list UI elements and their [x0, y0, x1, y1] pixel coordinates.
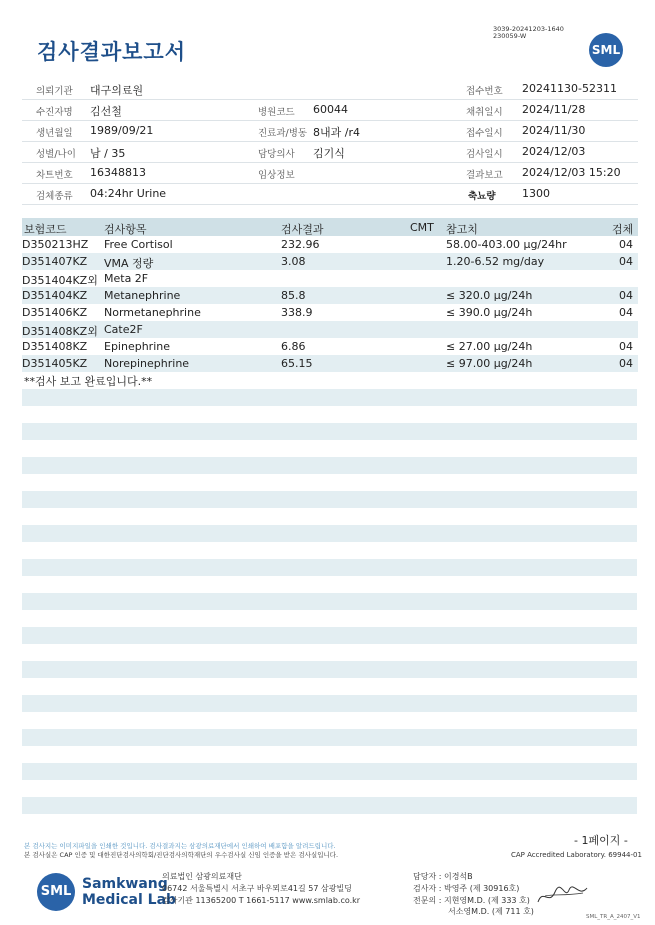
test-date-value: 2024/12/03 — [522, 145, 586, 158]
ward-code-label: 병원코드 — [258, 107, 295, 118]
staff-tester: 검사자 : 박영주 (제 30916호) — [413, 884, 520, 893]
cell-spec: 04 — [619, 238, 633, 251]
cell-item: Meta 2F — [104, 272, 149, 285]
stripe — [22, 491, 637, 508]
cell-ref: 1.20-6.52 mg/day — [446, 255, 545, 268]
cell-code: D350213HZ — [22, 238, 89, 251]
cell-spec: 04 — [619, 357, 633, 370]
stripe — [22, 525, 637, 542]
stripe — [22, 695, 637, 712]
stripe — [22, 593, 637, 610]
staff-in-charge: 담당자 : 이경석B — [413, 872, 473, 881]
doctor-value: 김기식 — [313, 147, 345, 160]
cell-ref: 58.00-403.00 μg/24hr — [446, 238, 567, 251]
cell-spec: 04 — [619, 255, 633, 268]
sml-logo: SML — [589, 33, 623, 67]
col-spec-header: 검체 — [612, 223, 634, 236]
stripe — [22, 627, 637, 644]
footer-note-1: 본 검사지는 이미지파일을 인쇄한 것입니다. 검사결과지는 삼광의료재단에서 인쇄하여 배포함을 알려드립니다. — [24, 842, 336, 850]
stripe — [22, 763, 637, 780]
cell-result: 65.15 — [281, 357, 313, 370]
cell-item: Epinephrine — [104, 340, 170, 353]
stripe — [22, 423, 637, 440]
patient-value: 김선철 — [90, 105, 122, 118]
report-label: 결과보고 — [466, 170, 503, 181]
report-value: 2024/12/03 15:20 — [522, 166, 621, 179]
collect-value: 2024/11/28 — [522, 103, 586, 116]
info-row — [22, 79, 638, 100]
cell-code: D351408KZ — [22, 340, 88, 353]
test-date-label: 검사일시 — [466, 149, 503, 160]
org-contact: 검사기관 11365200 T 1661-5117 www.smlab.co.kr — [162, 896, 361, 905]
cell-code: D351404KZ외 — [22, 274, 98, 287]
staff-specialist-2: 서소영M.D. (제 711 호) — [448, 907, 534, 916]
table-row — [22, 304, 638, 321]
specimen-value: 04:24hr Urine — [90, 187, 167, 200]
cap-accreditation: CAP Accredited Laboratory. 69944-01 — [511, 851, 642, 859]
info-row — [22, 184, 638, 205]
hospital-value: 대구의료원 — [90, 84, 144, 97]
cell-item: Norepinephrine — [104, 357, 190, 370]
staff-specialist-1: 전문의 : 지현영M.D. (제 333 호) — [413, 896, 530, 905]
results-table-header — [22, 218, 638, 236]
org-address: 06742 서울특별시 서초구 바우뫼로41길 57 삼광빌딩 — [162, 884, 352, 893]
table-row — [22, 287, 638, 304]
table-row — [22, 253, 638, 270]
stripe — [22, 389, 637, 406]
cell-spec: 04 — [619, 340, 633, 353]
col-item-header: 검사항목 — [104, 223, 147, 236]
receipt-no-label: 접수번호 — [466, 86, 503, 97]
cell-ref: ≤ 320.0 μg/24h — [446, 289, 533, 302]
ward-code-value: 60044 — [313, 103, 348, 116]
hospital-label: 의뢰기관 — [36, 86, 73, 97]
specimen-label: 검체종류 — [36, 191, 73, 202]
receive-label: 접수일시 — [466, 128, 503, 139]
cell-ref: ≤ 390.0 μg/24h — [446, 306, 533, 319]
cell-code: D351408KZ외 — [22, 325, 98, 338]
brand-name-line2: Medical Lab — [82, 892, 177, 908]
cell-item: Metanephrine — [104, 289, 181, 302]
cell-item: Cate2F — [104, 323, 143, 336]
cell-result: 338.9 — [281, 306, 313, 319]
cell-item: Free Cortisol — [104, 238, 173, 251]
dob-value: 1989/09/21 — [90, 124, 154, 137]
info-row — [22, 142, 638, 163]
footer-note-2: 본 검사실은 CAP 인증 및 대한진단검사의학회/진단검사의학재단의 우수검사실 신임 인증을 받은 검사실입니다. — [24, 851, 339, 859]
patient-label: 수진자명 — [36, 107, 73, 118]
volume-value: 1300 — [522, 187, 550, 200]
cell-result: 6.86 — [281, 340, 306, 353]
table-row — [22, 236, 638, 253]
table-row — [22, 338, 638, 355]
col-code-header: 보험코드 — [24, 223, 67, 236]
form-code: SML_TR_A_2407_V1 — [586, 914, 641, 920]
cell-code: D351405KZ — [22, 357, 88, 370]
col-cmt-header: CMT — [410, 221, 434, 234]
sex-age-value: 남 / 35 — [90, 147, 126, 160]
collect-label: 채취일시 — [466, 107, 503, 118]
report-code-line2: 230059-W — [493, 32, 527, 40]
signature-icon — [535, 880, 591, 910]
cell-ref: ≤ 27.00 μg/24h — [446, 340, 533, 353]
table-row — [22, 321, 638, 338]
cell-result: 3.08 — [281, 255, 306, 268]
col-ref-header: 참고치 — [446, 223, 478, 236]
dept-label: 진료과/병동 — [258, 128, 308, 139]
info-row — [22, 121, 638, 142]
page-title: 검사결과보고서 — [37, 40, 187, 64]
chart-no-value: 16348813 — [90, 166, 146, 179]
cell-code: D351404KZ — [22, 289, 88, 302]
cell-code: D351407KZ — [22, 255, 88, 268]
stripe — [22, 457, 637, 474]
info-row — [22, 163, 638, 184]
stripe — [22, 729, 637, 746]
dob-label: 생년월일 — [36, 128, 73, 139]
stripe — [22, 661, 637, 678]
cell-item: VMA 정량 — [104, 257, 154, 270]
doctor-label: 담당의사 — [258, 149, 295, 160]
cell-result: 85.8 — [281, 289, 306, 302]
report-complete-note: **검사 보고 완료입니다.** — [24, 375, 153, 388]
stripe — [22, 797, 637, 814]
table-row — [22, 270, 638, 287]
receive-value: 2024/11/30 — [522, 124, 586, 137]
clinical-label: 임상정보 — [258, 170, 295, 181]
report-code-line1: 3039-20241203-1640 — [493, 25, 564, 33]
receipt-no-value: 20241130-52311 — [522, 82, 617, 95]
cell-item: Normetanephrine — [104, 306, 201, 319]
chart-no-label: 차트번호 — [36, 170, 73, 181]
sml-footer-logo: SML — [37, 873, 75, 911]
cell-result: 232.96 — [281, 238, 320, 251]
volume-label: 축뇨량 — [468, 191, 496, 202]
table-row — [22, 355, 638, 372]
dept-value: 8내과 /r4 — [313, 126, 360, 139]
cell-code: D351406KZ — [22, 306, 88, 319]
page-number: - 1페이지 - — [574, 834, 628, 847]
brand-name-line1: Samkwang — [82, 876, 168, 892]
stripe — [22, 559, 637, 576]
sex-age-label: 성별/나이 — [36, 149, 76, 160]
cell-spec: 04 — [619, 289, 633, 302]
col-result-header: 검사결과 — [281, 223, 324, 236]
org-name: 의료법인 삼광의료재단 — [162, 872, 242, 881]
cell-spec: 04 — [619, 306, 633, 319]
cell-ref: ≤ 97.00 μg/24h — [446, 357, 533, 370]
info-row — [22, 100, 638, 121]
